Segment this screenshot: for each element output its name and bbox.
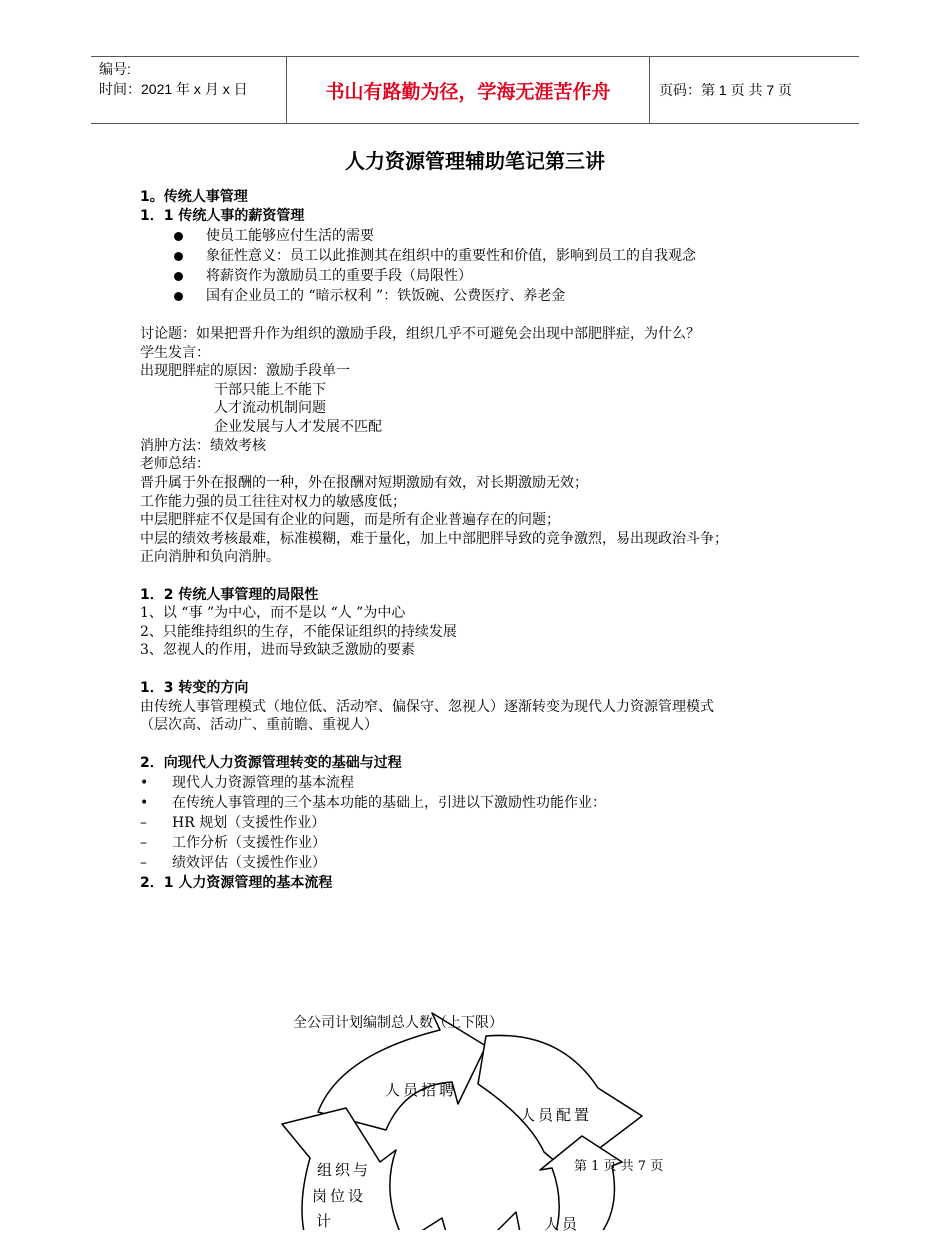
dash-marker: – bbox=[140, 815, 147, 831]
page-footer: 第 1 页 共 7 页 bbox=[574, 1159, 664, 1174]
limit-item: 3、忽视人的作用，进而导致缺乏激励的要素 bbox=[140, 642, 415, 658]
cure-line: 消肿方法：绩效考核 bbox=[140, 438, 266, 454]
bullet-marker: • bbox=[140, 795, 149, 811]
bullet-item: 在传统人事管理的三个基本功能的基础上，引进以下激励性功能作业： bbox=[172, 795, 606, 811]
cause-item: 企业发展与人才发展不匹配 bbox=[214, 419, 382, 435]
cause-item: 干部只能上不能下 bbox=[214, 382, 326, 398]
summary-line: 中层肥胖症不仅是国有企业的问题，而是所有企业普遍存在的问题； bbox=[140, 512, 560, 528]
dash-item: HR 规划（支援性作业） bbox=[172, 815, 326, 831]
node-recruit: 人员招聘 bbox=[385, 1081, 458, 1099]
motto: 书山有路勤为径，学海无涯苦作舟 bbox=[325, 80, 611, 103]
time-label: 时间：2021 年 x 月 x 日 bbox=[99, 81, 248, 97]
dash-item: 工作分析（支援性作业） bbox=[172, 835, 326, 851]
node-org-line: 计 bbox=[316, 1212, 335, 1230]
section-heading: 2．向现代人力资源管理转变的基础与过程 bbox=[140, 755, 402, 771]
bullet-item: 使员工能够应付生活的需要 bbox=[206, 228, 374, 244]
node-allocate: 人员配置 bbox=[520, 1106, 593, 1124]
number-label: 编号: bbox=[99, 61, 131, 77]
section-heading: 1。传统人事管理 bbox=[140, 189, 248, 205]
diagram-caption: 全公司计划编制总人数（上下限） bbox=[293, 1015, 503, 1031]
summary-line: 正向消肿和负向消肿。 bbox=[140, 549, 280, 565]
cause-item: 人才流动机制问题 bbox=[214, 400, 326, 416]
bullet-item: 将薪资作为激励员工的重要手段（局限性） bbox=[206, 268, 472, 284]
bullet-item: 现代人力资源管理的基本流程 bbox=[172, 775, 354, 791]
direction-line: （层次高、活动广、重前瞻、重视人） bbox=[140, 717, 378, 733]
cycle-arrow-lower-right bbox=[496, 1212, 520, 1230]
subsection-heading: 1．3 转变的方向 bbox=[140, 680, 249, 696]
subsection-heading: 2．1 人力资源管理的基本流程 bbox=[140, 875, 333, 891]
student-label: 学生发言： bbox=[140, 345, 210, 361]
bullet-marker: • bbox=[140, 775, 149, 791]
bullet-item: 象征性意义：员工以此推测其在组织中的重要性和价值，影响到员工的自我观念 bbox=[206, 248, 696, 264]
teacher-label: 老师总结： bbox=[140, 456, 210, 472]
causes-intro: 出现肥胖症的原因：激励手段单一 bbox=[140, 363, 350, 379]
document-title: 人力资源管理辅助笔记第三讲 bbox=[345, 149, 605, 173]
cycle-arrow-lower bbox=[420, 1218, 446, 1230]
page-info: 页码：第 1 页 共 7 页 bbox=[659, 82, 793, 98]
bullet-item: 国有企业员工的 “暗示权利 ”：铁饭碗、公费医疗、养老金 bbox=[206, 288, 566, 304]
node-org-line: 组织与 bbox=[317, 1161, 372, 1179]
subsection-heading: 1．2 传统人事管理的局限性 bbox=[140, 587, 319, 603]
dash-marker: – bbox=[140, 855, 147, 871]
node-org-line: 岗位设 bbox=[312, 1187, 367, 1205]
direction-line: 由传统人事管理模式（地位低、活动窄、偏保守、忽视人）逐渐转变为现代人力资源管理模式 bbox=[140, 699, 714, 715]
dash-marker: – bbox=[140, 835, 147, 851]
summary-line: 工作能力强的员工往往对权力的敏感度低； bbox=[140, 494, 406, 510]
dash-item: 绩效评估（支援性作业） bbox=[172, 855, 326, 871]
limit-item: 1、以 “事 ”为中心，而不是以 “人 ”为中心 bbox=[140, 605, 406, 621]
summary-line: 中层的绩效考核最难，标准模糊，难于量化，加上中部肥胖导致的竞争激烈，易出现政治斗争； bbox=[140, 531, 728, 547]
limit-item: 2、只能维持组织的生存，不能保证组织的持续发展 bbox=[140, 624, 457, 640]
subsection-heading: 1．1 传统人事的薪资管理 bbox=[140, 208, 305, 224]
discussion-question: 讨论题：如果把晋升作为组织的激励手段，组织几乎不可避免会出现中部肥胖症，为什么？ bbox=[140, 326, 700, 342]
summary-line: 晋升属于外在报酬的一种，外在报酬对短期激励有效，对长期激励无效； bbox=[140, 475, 588, 491]
node-bottom: 人员 bbox=[544, 1215, 581, 1233]
